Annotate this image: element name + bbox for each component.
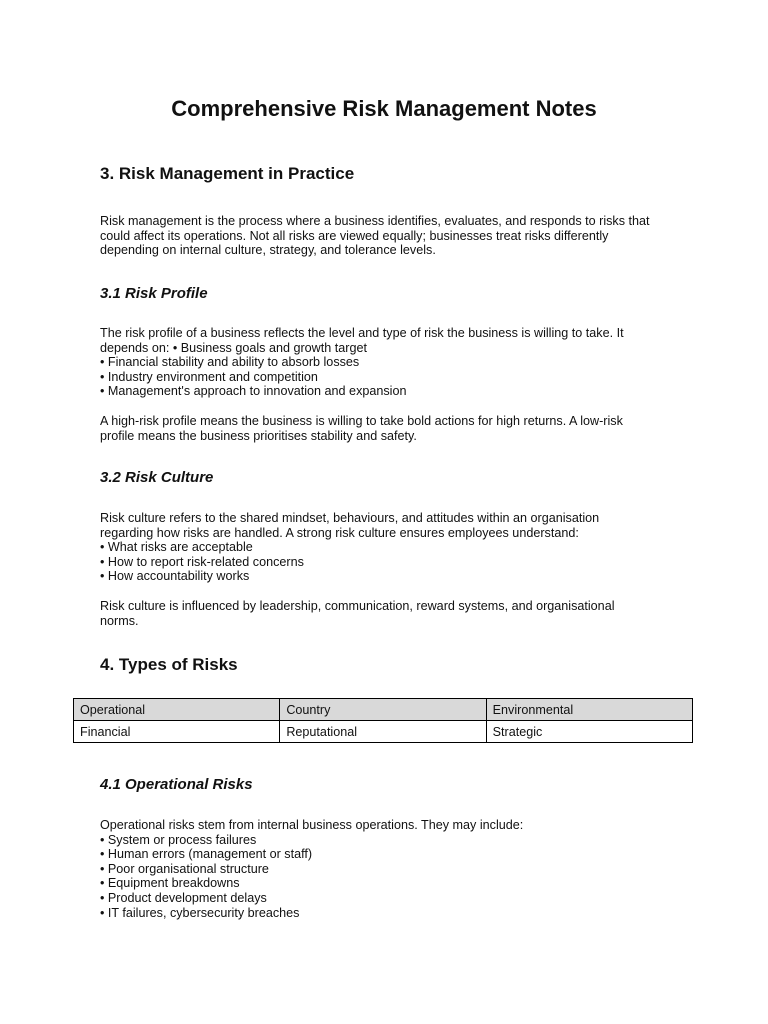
list-item: • Poor organisational structure	[100, 861, 269, 876]
paragraph-line: profile means the business prioritises stability and safety.	[100, 428, 417, 443]
table-cell: Strategic	[486, 721, 692, 743]
paragraph-line: The risk profile of a business reflects the level and type of risk the business is willing to take. It	[100, 326, 624, 340]
list-item: • Equipment breakdowns	[100, 876, 240, 891]
section-4-heading: 4. Types of Risks	[100, 655, 238, 674]
table-cell: Environmental	[486, 699, 692, 721]
table-cell: Reputational	[280, 721, 486, 743]
list-item: • Human errors (management or staff)	[100, 847, 313, 862]
paragraph-line: could affect its operations. Not all risks are viewed equally; businesses treat risks differently	[100, 228, 609, 243]
list-item: • Product development delays	[100, 890, 267, 905]
list-item: • Financial stability and ability to absorb losses	[100, 355, 360, 370]
paragraph-line: Risk culture refers to the shared mindset, behaviours, and attitudes within an organisation	[100, 511, 600, 525]
list-item: • How to report risk-related concerns	[100, 554, 304, 569]
section-3-2-list	[100, 511, 692, 584]
risk-types-table	[73, 698, 693, 743]
section-3-1-closing	[100, 414, 692, 443]
section-3-1-list	[100, 326, 692, 399]
list-item: • Industry environment and competition	[100, 369, 318, 384]
section-3-intro	[100, 214, 692, 258]
table-cell: Financial	[74, 721, 280, 743]
list-item: • Management's approach to innovation and expansion	[100, 384, 407, 399]
paragraph-line: A high-risk profile means the business is willing to take bold actions for high returns. A low-risk	[100, 414, 623, 428]
paragraph-line: Risk culture is influenced by leadership, communication, reward systems, and organisational	[100, 599, 615, 613]
paragraph-line: norms.	[100, 613, 139, 628]
list-item: • System or process failures	[100, 832, 257, 847]
section-3-heading: 3. Risk Management in Practice	[100, 164, 355, 183]
document-title: Comprehensive Risk Management Notes	[171, 96, 597, 121]
table-cell: Country	[280, 699, 486, 721]
paragraph-line: Risk management is the process where a business identifies, evaluates, and responds to risks that	[100, 214, 650, 228]
table-cell: Operational	[74, 699, 280, 721]
list-item: • IT failures, cybersecurity breaches	[100, 905, 300, 920]
paragraph-line: Operational risks stem from internal business operations. They may include:	[100, 818, 524, 832]
paragraph-line: depending on internal culture, strategy, and tolerance levels.	[100, 243, 436, 258]
list-item: • What risks are acceptable	[100, 540, 253, 555]
section-4-1-heading: 4.1 Operational Risks	[100, 776, 253, 793]
paragraph-line: regarding how risks are handled. A strong risk culture ensures employees understand:	[100, 525, 579, 540]
table-row	[74, 699, 693, 721]
table-row	[74, 721, 693, 743]
paragraph-line: depends on: • Business goals and growth target	[100, 340, 367, 355]
section-3-2-heading: 3.2 Risk Culture	[100, 469, 214, 486]
section-4-1-list	[100, 818, 692, 920]
list-item: • How accountability works	[100, 569, 250, 584]
section-3-1-heading: 3.1 Risk Profile	[100, 285, 208, 302]
section-3-2-closing	[100, 599, 692, 628]
